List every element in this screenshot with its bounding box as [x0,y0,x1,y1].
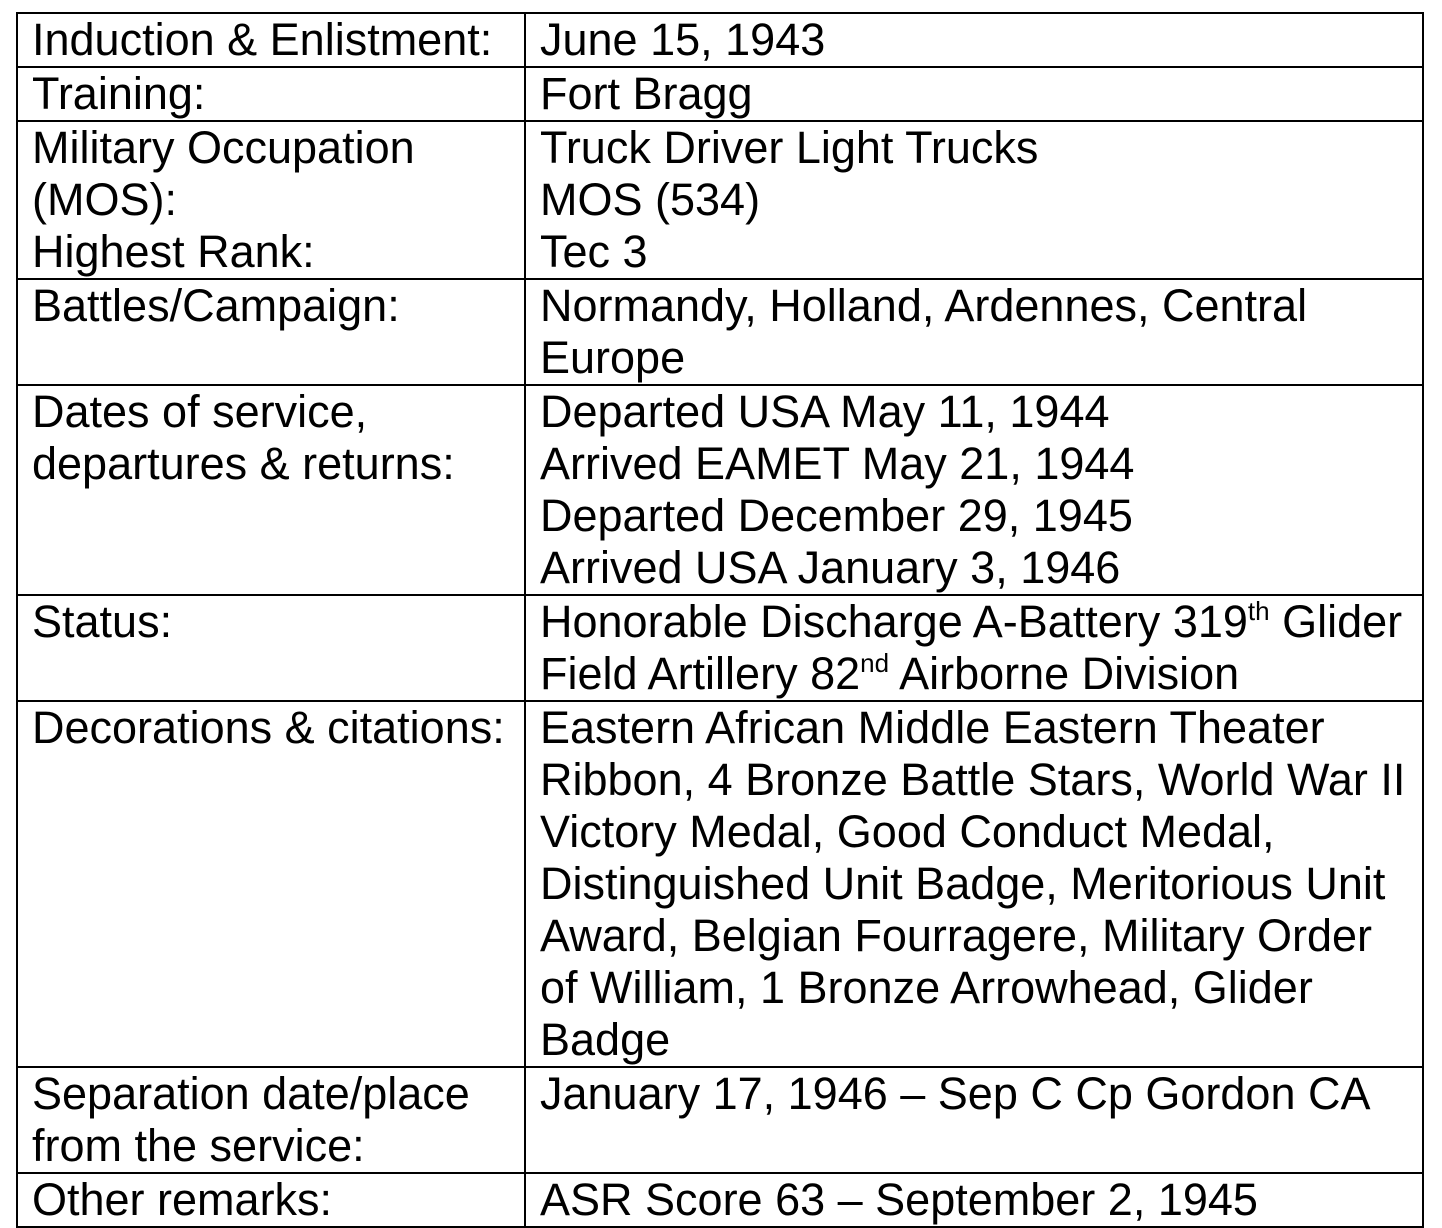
table-row-dates [17,385,1423,595]
row-value-dates: Departed USA May 11, 1944 Arrived EAMET May 21, 1944 Departed December 29, 1945 Arrived USA January 3, 1946 [525,385,1423,595]
table-row-training [17,67,1423,121]
status-text-2: Glider Field Artillery 82 [540,596,1403,699]
table-row-induction [17,13,1423,67]
row-label-induction: Induction & Enlistment: [17,13,525,67]
row-value-battles: Normandy, Holland, Ardennes, Central Europe [525,279,1423,385]
row-label-training: Training: [17,67,525,121]
table-row-separation [17,1067,1423,1173]
row-value-decorations: Eastern African Middle Eastern Theater Ribbon, 4 Bronze Battle Stars, World War II Victory Medal, Good Conduct Medal, Distinguished Unit Badge, Meritorious Unit Award, Belgian Fourragere, Military Order of William, 1 Bronze Arrowhead, Glider Badge [525,701,1423,1067]
status-superscript-1: th [1247,596,1270,626]
row-label-separation: Separation date/place from the service: [17,1067,525,1173]
row-value-separation: January 17, 1946 – Sep C Cp Gordon CA [525,1067,1423,1173]
row-label-mos: Military Occupation (MOS): Highest Rank: [17,121,525,279]
row-label-dates: Dates of service, departures & returns: [17,385,525,595]
row-value-training: Fort Bragg [525,67,1423,121]
table-row-decorations [17,701,1423,1067]
status-superscript-2: nd [860,648,890,678]
status-text-1: Honorable Discharge A-Battery 319 [540,596,1248,647]
row-value-induction: June 15, 1943 [525,13,1423,67]
row-value-mos: Truck Driver Light Trucks MOS (534) Tec 3 [525,121,1423,279]
row-label-decorations: Decorations & citations: [17,701,525,1067]
row-label-status: Status: [17,595,525,701]
row-label-battles: Battles/Campaign: [17,279,525,385]
table-row-remarks [17,1173,1423,1227]
table-row-battles [17,279,1423,385]
table-row-status [17,595,1423,701]
row-value-status [525,595,1423,701]
row-value-remarks: ASR Score 63 – September 2, 1945 [525,1173,1423,1227]
service-record-table [16,12,1424,1228]
table-row-mos [17,121,1423,279]
status-text-3: Airborne Division [889,648,1240,699]
row-label-remarks: Other remarks: [17,1173,525,1227]
